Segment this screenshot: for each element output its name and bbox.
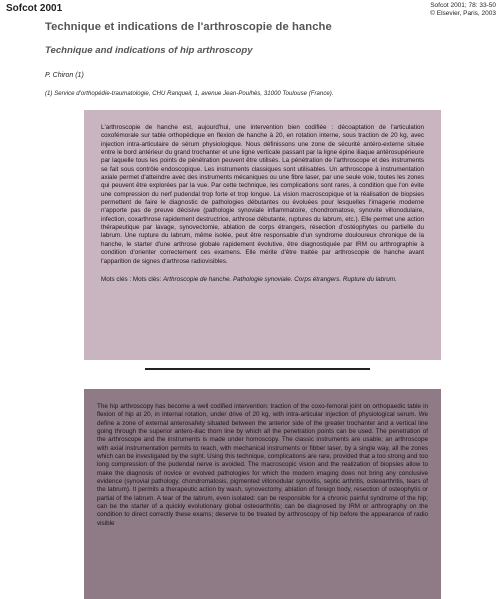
keywords-french [101,276,424,284]
title-english: Technique and indications of hip arthroscopy [45,45,253,56]
keywords-list: Arthroscopie de hanche. Pathologie synoviale. Corps étrangers. Rupture du labrum. [162,275,397,283]
keywords-label: Mots clés : Mots clés: [101,275,162,283]
abstract-english: The hip arthroscopy has become a well codified intervention: traction of the coxo-femoral joint on orthopaedic table in flexion of hip at 20, in internal rotation, under drive of 20 kg, with intra-articular injection of physiological serum. We define a zone of external anterosafety situated between the anterior side of the greater trochanter and a vertical line going through the superior antero-iliac thorn line by which all the penetration points can be used. The penetration of the arthroscope and the instruments is made under homoscopy. The classic instruments are usable; an arthroscope with axial instrumentation permits to reach, with mechanical instruments or fibber laser, by a single way, all the zones which can be investigated by the sight. Using this technique, complications are rare, provided that a too strong and too long compression of the pudendal nerve is avoided. The macroscopic vision and the realization of biopsies allow to make the diagnosis of novice or evolved pathologies for which the modern imaging does not bring any conclusive evidence (synovial pathology, chondromatosis, pigmented villonodular synovitis, septic arthritis, osteoarthritis, tears of the labrum). It permits a therapeutic action by wash, synovectomy, ablation of foreign body, resection of osteophytis or partial of the labrum. A tear of the labrum, even isolated: can be responsible for a chronic painful syndrome of the hip; can be the starter of a quickly evolutionary global osteoarthritis; can be diagnosed by IRM or arthrography on the condition to direct correctly these exams; deserve to be treated by arthroscopy of hip before the appearance of radio visible [97,403,428,527]
title-french: Technique et indications de l'arthroscopie de hanche [45,21,332,33]
citation [430,2,496,18]
journal-name: Sofcot 2001 [6,3,63,14]
citation-volume: Sofcot 2001; 78: 33-50 [430,2,496,9]
abstract-french: L'arthroscopie de hanche est, aujourd'hui, une intervention bien codifiée : décoaptation de l'articulation coxofémorale sur table orthopédique en flexion de hanche à 20, en rotation interne, sous traction de 20 kg, avec injection intra-articulaire de sérum physiologique. Nous définissons une zone de sécurité antéro-externe située entre le bord antérieur du grand trochanter et une ligne verticale passant par la ligne épine iliaque antérosupérieure par laquelle tous les points de pénétration peuvent être utilisés. La pénétration de l'arthroscope et des instruments se fait sous contrôle endoscopique. Les instruments classiques sont utilisables. Un arthroscope à instrumentation axiale permet d'atteindre avec des instruments mécaniques ou une fibre laser, par une seule voie, toutes les zones qui peuvent être explorées par la vue. Par cette technique, les complications sont rares, à condition que l'on évite une compression du nerf pudendal trop forte et trop longue. La vision macroscopique et la réalisation de biopsies permettent de faire le diagnostic de pathologies débutantes ou évoluées pour lesquelles l'imagerie moderne n'apporte pas de preuve décisive (pathologie synoviale inflammatoire, chondromatose, synovite villonodulaire, infection, coxarthrose rapidement destructrice, arthrose débutante, ruptures du labrum, etc.). Elle permet une action thérapeutique par lavage, synovectomie, ablation de corps étrangers, résection d'ostéophytes ou partielle du labrum. Une rupture du labrum, même isolée, peut être responsable d'un syndrome douloureux chronique de la hanche, le starter d'une arthrose globale rapidement évolutive, être diagnostiquée par IRM ou arthrographie à condition d'orienter correctement ces examens. Elle mérite d'être traitée par arthroscopie de hanche avant l'apparition de signes d'arthrose radiovisibles. [101,124,424,265]
abstract-french-box [84,110,441,360]
affiliation: (1) Service d'orthopédie-traumatologie, CHU Ranqueil, 1, avenue Jean-Poulhès, 31000 Toulouse (France). [45,91,334,97]
citation-copyright: © Elsevier, Paris, 2003 [430,10,496,17]
abstract-english-box [84,389,441,599]
section-divider [145,368,370,370]
author: P. Chiron (1) [45,72,84,79]
